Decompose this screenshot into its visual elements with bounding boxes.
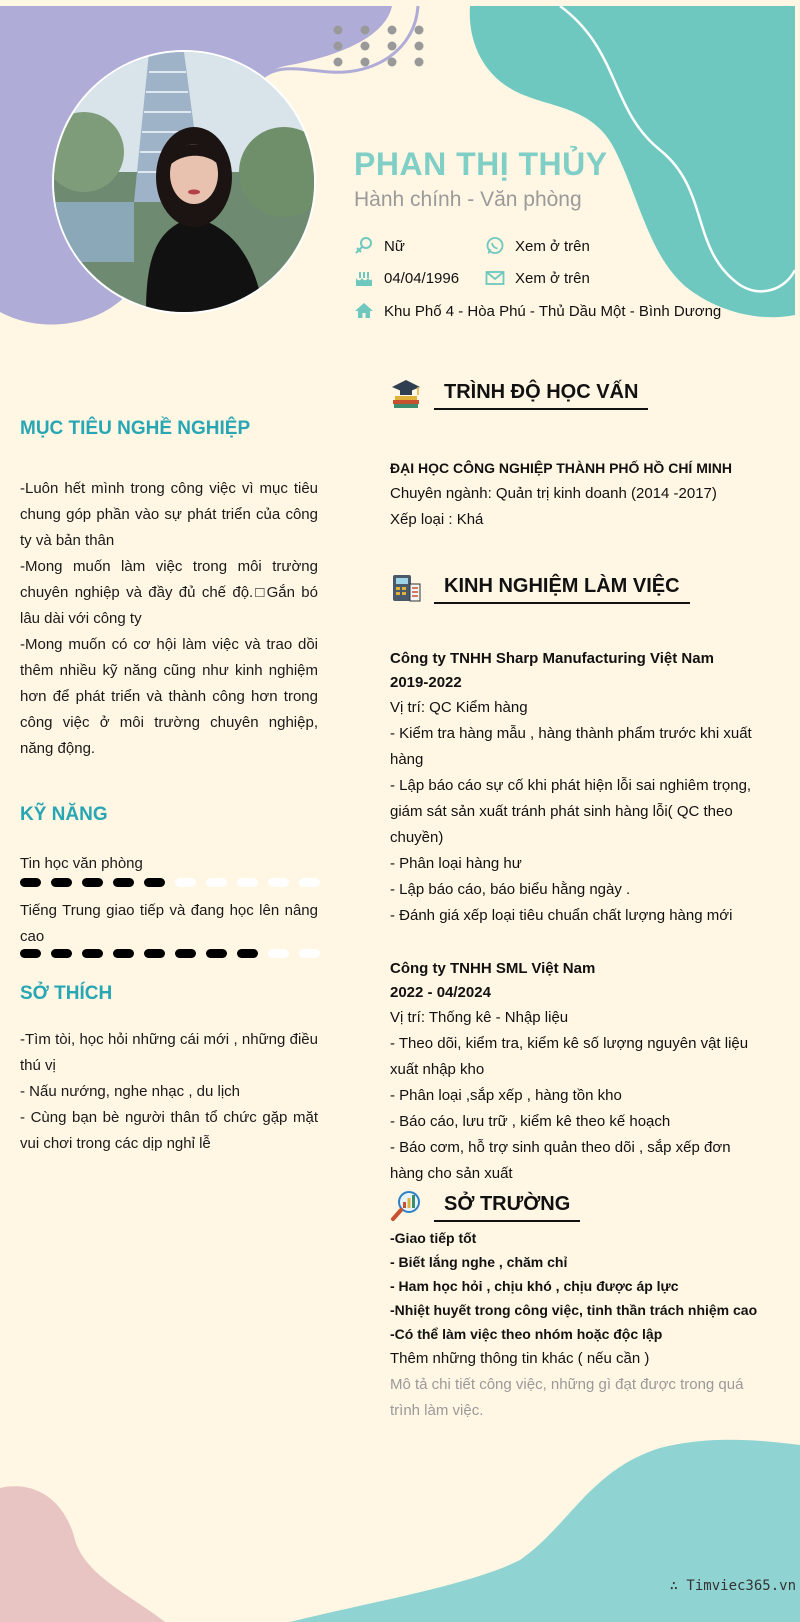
- light-teal-blob: [290, 1440, 800, 1622]
- strength-item: -Giao tiếp tốt: [390, 1230, 477, 1246]
- strengths-heading: [390, 1190, 580, 1222]
- job-period: 2019-2022: [390, 674, 462, 691]
- skill-dot: [206, 949, 227, 958]
- work-tools-icon: [390, 572, 422, 604]
- birthday-row: [354, 268, 459, 288]
- skill-dot: [237, 949, 258, 958]
- skill-dot: [299, 878, 320, 887]
- job-period: 2022 - 04/2024: [390, 984, 491, 1001]
- skill-dot: [20, 949, 41, 958]
- job-duty: - Lập báo cáo sự cố khi phát hiện lỗi sai nghiêm trọng, giám sát sản xuất tránh phát sinh hàng lỗi( QC theo chuyền): [390, 777, 752, 846]
- school-name: ĐẠI HỌC CÔNG NGHIỆP THÀNH PHỐ HỒ CHÍ MINH: [390, 460, 732, 476]
- hobby-line: - Cùng bạn bè người thân tổ chức gặp mặt vui chơi trong các dịp nghỉ lễ: [20, 1109, 318, 1152]
- magnifier-chart-icon: [390, 1190, 422, 1222]
- whatsapp-icon: [485, 236, 505, 256]
- strength-item: -Nhiệt huyết trong công việc, tinh thần trách nhiệm cao: [390, 1302, 758, 1318]
- job-entry-sml: [390, 957, 765, 1187]
- skill-dot: [144, 878, 165, 887]
- career-objective-text: [20, 476, 318, 762]
- job-duty: - Báo cơm, hỗ trợ sinh quản theo dõi , sắp xếp đơn hàng cho sản xuất: [390, 1139, 731, 1182]
- job-duty: - Báo cáo, lưu trữ , kiểm kê theo kế hoạch: [390, 1113, 671, 1130]
- skill-dot: [51, 878, 72, 887]
- job-title: Hành chính - Văn phòng: [354, 188, 582, 211]
- skill-name: Tin học văn phòng: [20, 855, 143, 872]
- strengths-block: [390, 1226, 765, 1424]
- hobbies-title: SỞ THÍCH: [20, 983, 113, 1004]
- home-icon: [354, 301, 374, 321]
- skill-dot: [206, 878, 227, 887]
- skill-dot: [175, 949, 196, 958]
- job-duty: - Kiểm tra hàng mẫu , hàng thành phẩm trước khi xuất hàng: [390, 725, 752, 768]
- education-block: [390, 455, 790, 533]
- education-title: TRÌNH ĐỘ HỌC VẤN: [434, 381, 648, 410]
- phone-row: [485, 236, 590, 256]
- experience-title: KINH NGHIỆM LÀM VIỆC: [434, 575, 690, 604]
- skill-dot: [299, 949, 320, 958]
- company-name: Công ty TNHH SML Việt Nam: [390, 960, 596, 977]
- job-position: Vị trí: Thống kê - Nhập liệu: [390, 1009, 569, 1026]
- education-heading: [390, 378, 648, 410]
- watermark: [670, 1578, 796, 1594]
- skill-dot: [113, 878, 134, 887]
- skill-dot: [237, 878, 258, 887]
- phone-value: Xem ở trên: [515, 237, 590, 255]
- email-row: [485, 268, 590, 288]
- skill-dot: [113, 949, 134, 958]
- envelope-icon: [485, 268, 505, 288]
- major: Chuyên ngành: Quản trị kinh doanh (2014 -2017): [390, 485, 717, 502]
- experience-heading: [390, 572, 690, 604]
- job-duty: - Phân loại hàng hư: [390, 855, 522, 872]
- strength-item: -Có thể làm việc theo nhóm hoặc độc lập: [390, 1326, 663, 1342]
- watermark-icon: ∴: [669, 1578, 687, 1594]
- profile-photo: [52, 50, 316, 314]
- skill-dot: [82, 949, 103, 958]
- birthday-cake-icon: [354, 268, 374, 288]
- address-value: Khu Phố 4 - Hòa Phú - Thủ Dầu Một - Bình Dương: [384, 302, 722, 320]
- graduation-cap-icon: [390, 378, 422, 410]
- pink-blob: [0, 1486, 165, 1622]
- hobbies-text: [20, 1027, 318, 1157]
- job-position: Vị trí: QC Kiểm hàng: [390, 699, 528, 716]
- job-entry-sharp: [390, 647, 765, 929]
- candidate-name: PHAN THỊ THỦY: [354, 146, 608, 182]
- job-duty: - Lập báo cáo, báo biểu hằng ngày .: [390, 881, 631, 898]
- skill-dot: [144, 949, 165, 958]
- skill-dot: [82, 878, 103, 887]
- strength-item: - Biết lắng nghe , chăm chỉ: [390, 1254, 568, 1270]
- career-objective-title: MỤC TIÊU NGHỀ NGHIỆP: [20, 418, 251, 439]
- extra-info: Thêm những thông tin khác ( nếu cần ): [390, 1350, 650, 1367]
- skill-dot: [20, 878, 41, 887]
- gender-icon: [354, 236, 374, 256]
- strength-item: - Ham học hỏi , chịu khó , chịu được áp lực: [390, 1278, 679, 1294]
- gender-row: [354, 236, 405, 256]
- skill-name: Tiếng Trung giao tiếp và đang học lên nâng cao: [20, 902, 318, 945]
- company-name: Công ty TNHH Sharp Manufacturing Việt Nam: [390, 650, 714, 667]
- objective-paragraph: -Mong muốn làm việc trong môi trường chuyên nghiệp và đầy đủ chế độ.□Gắn bó lâu dài với công ty: [20, 558, 318, 627]
- skill-dot: [175, 878, 196, 887]
- job-duty: - Theo dõi, kiểm tra, kiểm kê số lượng nguyên vật liệu xuất nhập kho: [390, 1035, 749, 1078]
- address-row: [354, 301, 721, 321]
- objective-paragraph: -Luôn hết mình trong công việc vì mục tiêu chung góp phần vào sự phát triển của công ty và bản thân: [20, 480, 318, 549]
- gender-value: Nữ: [384, 237, 405, 255]
- job-duty: - Phân loại ,sắp xếp , hàng tồn kho: [390, 1087, 622, 1104]
- extra-description: Mô tả chi tiết công việc, những gì đạt được trong quá trình làm việc.: [390, 1376, 744, 1419]
- email-value: Xem ở trên: [515, 269, 590, 287]
- skill-level-bar-chinese: [20, 949, 320, 958]
- birthday-value: 04/04/1996: [384, 269, 460, 287]
- objective-paragraph: -Mong muốn có cơ hội làm việc và trao dồi thêm nhiều kỹ năng cũng như kinh nghiệm hơn để phát triển và thành công hơn trong công việc ở môi trường chuyên nghiệp, năng động.: [20, 636, 318, 757]
- hobby-line: - Nấu nướng, nghe nhạc , du lịch: [20, 1083, 241, 1100]
- skill-level-bar-office: [20, 878, 320, 887]
- watermark-text: Timviec365.vn: [686, 1578, 796, 1594]
- skill-dot: [268, 878, 289, 887]
- skills-title: KỸ NĂNG: [20, 804, 108, 825]
- skill-dot: [268, 949, 289, 958]
- hobby-line: -Tìm tòi, học hỏi những cái mới , những điều thú vị: [20, 1031, 318, 1074]
- grade: Xếp loại : Khá: [390, 511, 484, 528]
- job-duty: - Đánh giá xếp loại tiêu chuẩn chất lượng hàng mới: [390, 907, 733, 924]
- skill-dot: [51, 949, 72, 958]
- strengths-title: SỞ TRƯỜNG: [434, 1193, 580, 1222]
